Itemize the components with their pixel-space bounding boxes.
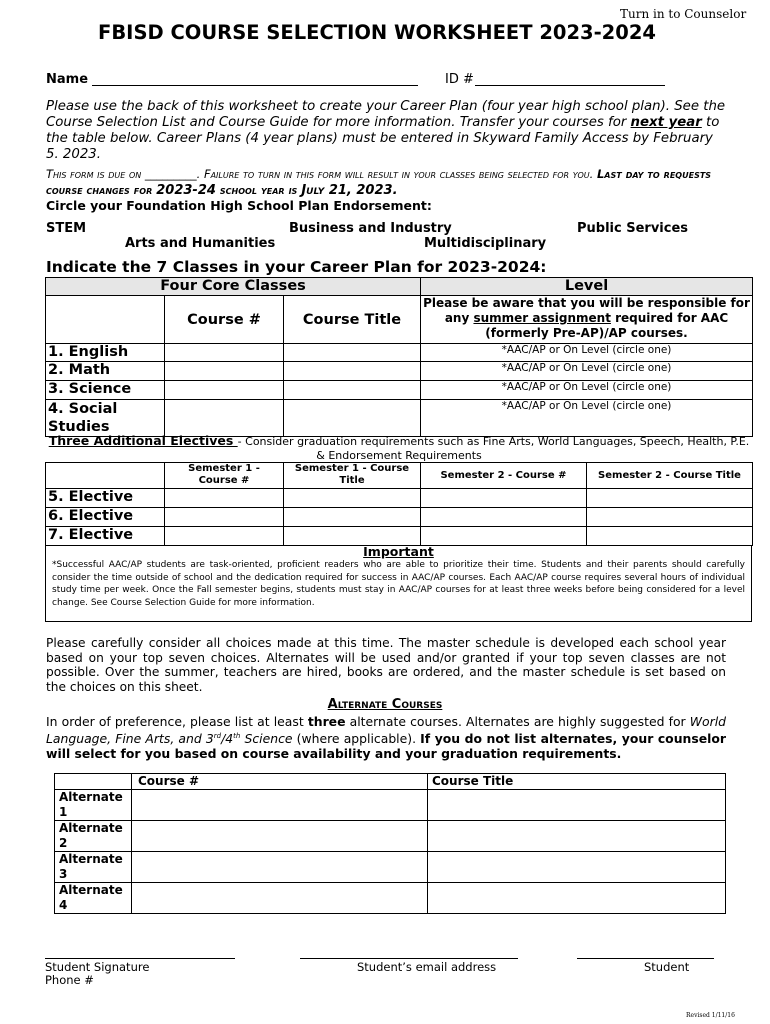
alternate-1-course-title[interactable]: [428, 790, 726, 821]
career-plan-heading: Indicate the 7 Classes in your Career Plan for 2023-2024:: [46, 258, 547, 276]
student-signature-line[interactable]: [45, 958, 235, 959]
math-course-title[interactable]: [284, 362, 421, 381]
important-text: *Successful AAC/AP students are task-oriented, proficient readers who are able to prioritize their time. Students and their parents should carefully consider the time outside of school and the dedication required for success in AAC/AP courses. Each AAC/AP course requires several hours of individual study time per week. Once the Fall semester begins, students must stay in AAC/AP courses for at least three weeks before being considered for a level change. See Course Selection Guide for more information.: [52, 560, 745, 608]
elective-5-sem2-title[interactable]: [587, 489, 753, 508]
alternate-4-course-number[interactable]: [132, 883, 428, 914]
alternates-blank-cell: [55, 774, 132, 790]
core-blank-cell: [46, 296, 165, 344]
science-course-title[interactable]: [284, 381, 421, 400]
core-classes-header: Four Core Classes: [46, 278, 421, 296]
elective-6-sem1-title[interactable]: [284, 508, 421, 527]
page-title: FBISD COURSE SELECTION WORKSHEET 2023-2024: [98, 21, 656, 44]
elective-5-sem2-number[interactable]: [421, 489, 587, 508]
endorsement-business[interactable]: Business and Industry: [289, 221, 452, 236]
electives-table: [45, 462, 753, 546]
alternate-2-course-title[interactable]: [428, 821, 726, 852]
alternates-course-title-header: Course Title: [428, 774, 726, 790]
endorsement-instruction: Circle your Foundation High School Plan Endorsement:: [46, 198, 432, 213]
id-label: ID #: [445, 72, 474, 87]
id-field[interactable]: [475, 85, 665, 86]
sem2-course-number-header: Semester 2 - Course #: [421, 463, 587, 489]
alternate-3-course-number[interactable]: [132, 852, 428, 883]
student-signature-label: Student Signature: [45, 960, 150, 974]
science-level[interactable]: *AAC/AP or On Level (circle one): [421, 381, 753, 400]
important-title: Important: [363, 544, 434, 559]
summer-assignment-note: Please be aware that you will be responsible for any summer assignment required for AAC (formerly Pre-AP)/AP courses.: [421, 296, 753, 344]
important-box: [45, 545, 752, 622]
elective-5-sem1-title[interactable]: [284, 489, 421, 508]
elective-blank-cell: [46, 463, 165, 489]
elective-7-sem2-title[interactable]: [587, 527, 753, 546]
social-studies-course-number[interactable]: [165, 400, 284, 437]
intro-paragraph: Please use the back of this worksheet to create your Career Plan (four year high school plan). See the Course Selection List and Course Guide for more information. Transfer your courses for next year to the table below. Career Plans (4 year plans) must be entered in Skyward Family Access by February 5. 2023.: [46, 99, 726, 162]
electives-header: Three Additional Electives - Consider graduation requirements such as Fine Arts, World Languages, Speech, Health, P.E. & Endorsement Requirements: [48, 433, 750, 462]
alternate-4-course-title[interactable]: [428, 883, 726, 914]
core-label-english: 1. English: [46, 344, 165, 362]
alternate-label-1: Alternate 1: [55, 790, 132, 821]
elective-6-sem2-title[interactable]: [587, 508, 753, 527]
alternate-2-course-number[interactable]: [132, 821, 428, 852]
alternates-title: Alternate Courses: [327, 697, 443, 712]
endorsement-public-services[interactable]: Public Services: [577, 221, 689, 236]
deadline-note: This form is due on _________. Failure to turn in this form will result in your classes being selected for you. Last day to requests course changes for 2023-24 school year is July 21, 2023.: [46, 167, 712, 198]
alternate-3-course-title[interactable]: [428, 852, 726, 883]
name-field[interactable]: [92, 85, 418, 86]
course-title-header: Course Title: [284, 296, 421, 344]
english-course-title[interactable]: [284, 344, 421, 362]
elective-7-sem1-title[interactable]: [284, 527, 421, 546]
elective-label-6: 6. Elective: [46, 508, 165, 527]
name-label: Name: [46, 72, 89, 87]
elective-6-sem2-number[interactable]: [421, 508, 587, 527]
elective-7-sem1-number[interactable]: [165, 527, 284, 546]
elective-label-5: 5. Elective: [46, 489, 165, 508]
course-number-header: Course #: [165, 296, 284, 344]
student-email-line[interactable]: [300, 958, 518, 959]
alternate-label-2: Alternate 2: [55, 821, 132, 852]
social-studies-course-title[interactable]: [284, 400, 421, 437]
alternates-paragraph: In order of preference, please list at least three alternate courses. Alternates are highly suggested for World Language, Fine Arts, and 3rd/4th Science (where applicable). If you do not list alternates, your counselor will select for you based on course availability and your graduation requirements.: [46, 714, 726, 762]
student-email-label: Student’s email address: [357, 960, 497, 974]
endorsement-multidisciplinary[interactable]: Multidisciplinary: [424, 236, 547, 251]
core-label-math: 2. Math: [46, 362, 165, 381]
elective-label-7: 7. Elective: [46, 527, 165, 546]
revised-note: Revised 1/11/16: [686, 1012, 735, 1019]
elective-7-sem2-number[interactable]: [421, 527, 587, 546]
level-header: Level: [421, 278, 753, 296]
phone-label: Phone #: [45, 973, 94, 987]
english-course-number[interactable]: [165, 344, 284, 362]
math-course-number[interactable]: [165, 362, 284, 381]
sem1-course-title-header: Semester 1 - Course Title: [284, 463, 421, 489]
alternate-label-3: Alternate 3: [55, 852, 132, 883]
alternates-table: [54, 773, 726, 914]
career-plan-table: [45, 277, 753, 437]
endorsement-stem[interactable]: STEM: [46, 221, 87, 236]
elective-5-sem1-number[interactable]: [165, 489, 284, 508]
sem2-course-title-header: Semester 2 - Course Title: [587, 463, 753, 489]
consider-paragraph: Please carefully consider all choices made at this time. The master schedule is developed each school year based on your top seven choices. Alternates will be used and/or granted if your top seven classes are not possible. Over the summer, teachers are hired, books are ordered, and the master schedule is set based on the choices on this sheet.: [46, 636, 726, 694]
core-label-science: 3. Science: [46, 381, 165, 400]
english-level[interactable]: *AAC/AP or On Level (circle one): [421, 344, 753, 362]
math-level[interactable]: *AAC/AP or On Level (circle one): [421, 362, 753, 381]
social-studies-level[interactable]: *AAC/AP or On Level (circle one): [421, 400, 753, 437]
science-course-number[interactable]: [165, 381, 284, 400]
student-label: Student: [644, 960, 690, 974]
endorsement-arts[interactable]: Arts and Humanities: [125, 236, 276, 251]
alternate-label-4: Alternate 4: [55, 883, 132, 914]
sem1-course-number-header: Semester 1 - Course #: [165, 463, 284, 489]
student-line[interactable]: [577, 958, 714, 959]
core-label-social-studies: 4. Social Studies: [46, 400, 165, 437]
alternate-1-course-number[interactable]: [132, 790, 428, 821]
elective-6-sem1-number[interactable]: [165, 508, 284, 527]
alternates-course-number-header: Course #: [132, 774, 428, 790]
turn-in-note: Turn in to Counselor: [620, 7, 747, 21]
